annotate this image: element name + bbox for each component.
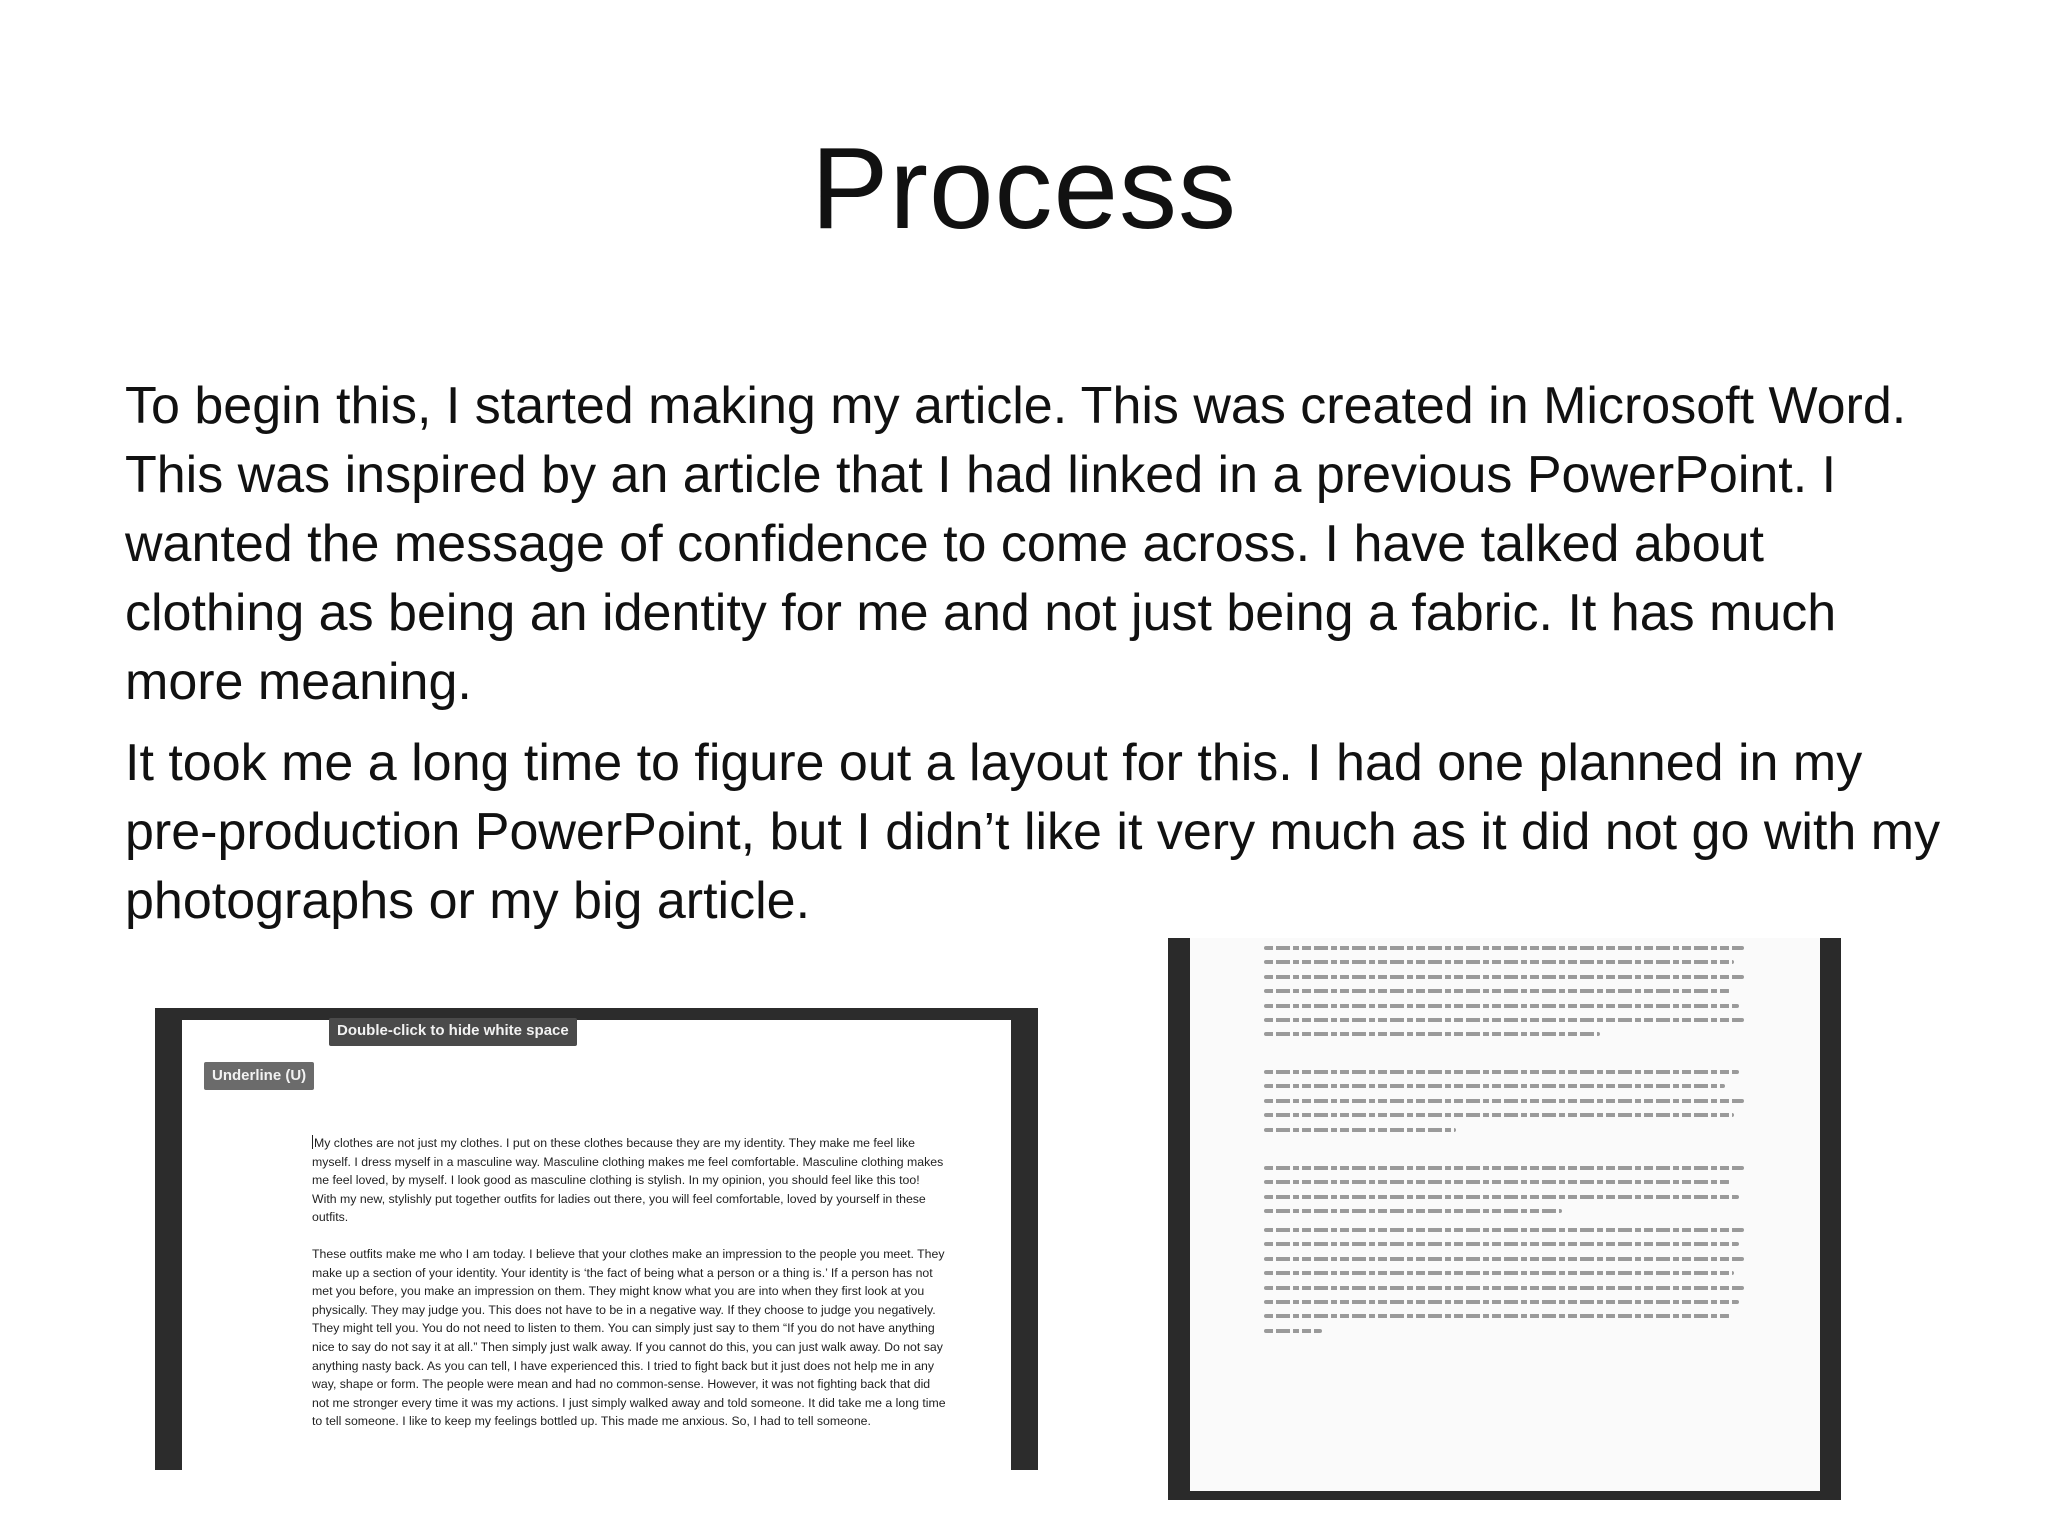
body-paragraph: To begin this, I started making my article. This was created in Microsoft Word. This was inspired by an article that I had linked in a previous PowerPoint. I wanted the message of confidence to come across. I have talked about clothing as being an identity for me and not just being a fabric. It has much more meaning. (125, 377, 1907, 711)
word-document-screenshot (155, 1008, 1038, 1470)
slide-title: Process (810, 123, 1238, 253)
slide-body (125, 372, 1955, 948)
blurred-paragraph (1264, 1166, 1744, 1224)
document-text (312, 1134, 947, 1449)
document-paragraph: These outfits make me who I am today. I believe that your clothes make an impression to the people you meet. They make up a section of your identity. Your identity is ‘the fact of being what a person or a thing is.’ If a person has not met you before, you make an impression on them. They might know what you are into when they first look at you physically. They may judge you. This does not have to be in a negative way. If they choose to judge you negatively. They might tell you. You do not need to listen to them. You can simply just say to them “If you do not have anything nice to say do not say it at all.” Then simply just walk away. If you cannot do this, you can just walk away. Do not say anything nasty back. As you can tell, I have experienced this. I tried to fight back but it just does not help me in any way, shape or form. The people were mean and had no common-sense. However, it was not fighting back that did not me stronger every time it was my actions. I just simply walked away and told someone. It did take me a long time to tell someone. I like to keep my feelings bottled up. This made me anxious. So, I had to tell someone. (312, 1246, 946, 1429)
underline-tooltip: Underline (U) (204, 1062, 314, 1090)
document-page (182, 1020, 1011, 1470)
blurred-paragraph (1264, 1070, 1744, 1142)
blurred-paragraph (1264, 946, 1744, 1047)
body-paragraph: It took me a long time to figure out a layout for this. I had one planned in my pre-production PowerPoint, but I didn’t like it very much as it did not go with my photographs or my big article. (125, 734, 1941, 930)
blurred-paragraph (1264, 1228, 1744, 1343)
white-space-tooltip: Double-click to hide white space (329, 1018, 577, 1046)
article-page (1190, 938, 1820, 1491)
text-cursor-icon (312, 1135, 313, 1149)
document-paragraph: My clothes are not just my clothes. I put on these clothes because they are my identity. They make me feel like myself. I dress myself in a masculine way. Masculine clothing makes me feel comfortable. Masculine clothing makes me feel loved, by myself. I look good as masculine clothing is stylish. In my opinion, you should feel like this too! With my new, stylishly put together outfits for ladies out there, you will feel comfortable, loved by yourself in these outfits. (312, 1136, 944, 1225)
article-page-screenshot (1168, 938, 1841, 1500)
